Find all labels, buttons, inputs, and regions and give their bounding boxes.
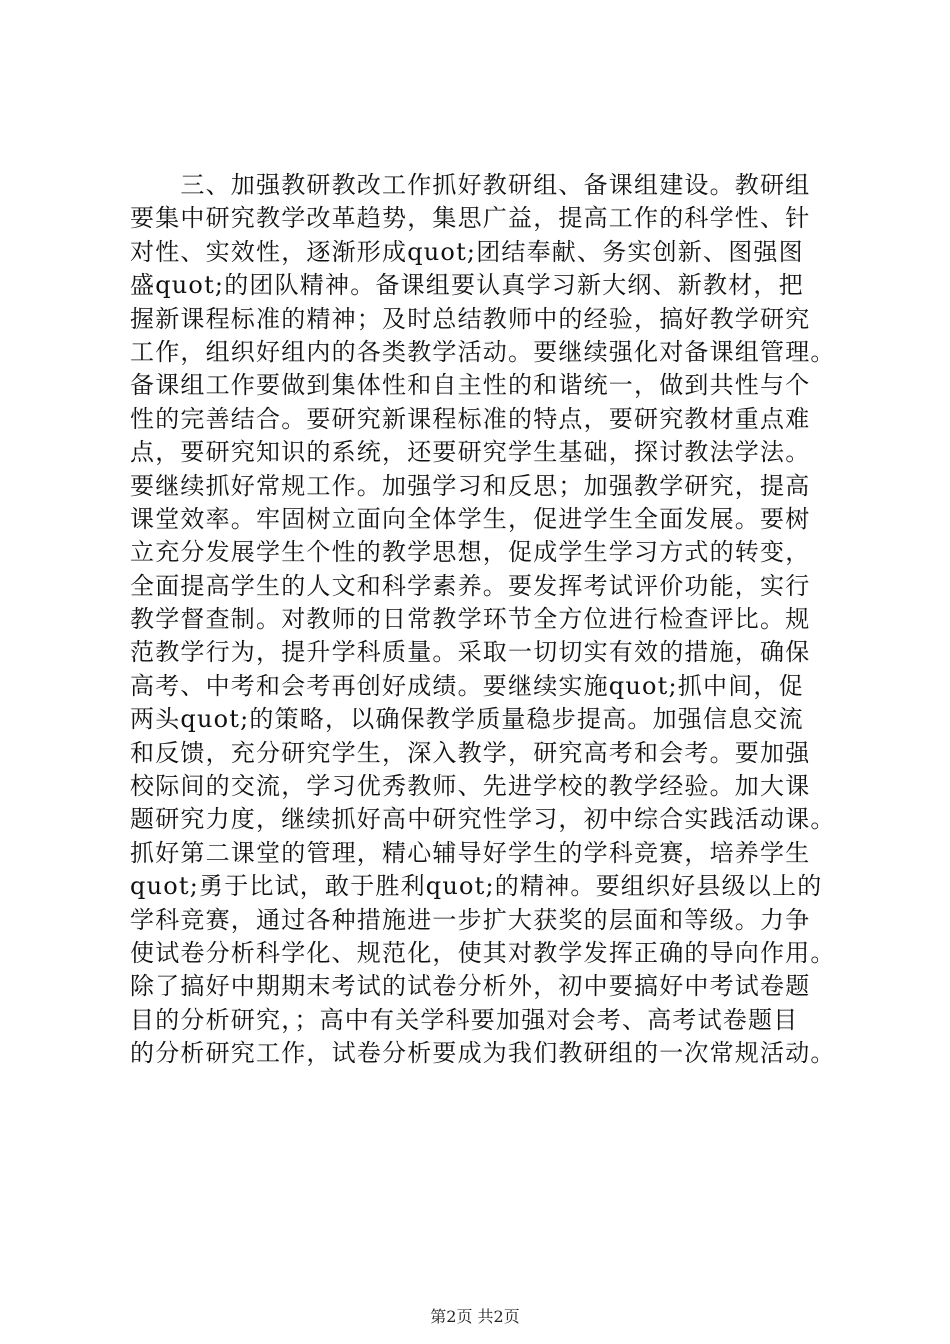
text-line: 校际间的交流，学习优秀教师、先进学校的教学经验。加大课	[130, 772, 811, 801]
text-line: quot;勇于比试，敢于胜利quot;的精神。要组织好县级以上的	[130, 872, 823, 901]
text-line: 范教学行为，提升学科质量。采取一切切实有效的措施，确保	[130, 638, 811, 667]
text-line: 工作，组织好组内的各类教学活动。要继续强化对备课组管理。	[130, 337, 836, 366]
text-line: 备课组工作要做到集体性和自主性的和谐统一，做到共性与个	[130, 371, 811, 400]
text-line: 课堂效率。牢固树立面向全体学生，促进学生全面发展。要树	[130, 504, 811, 533]
page-number-label: 第2页 共2页	[430, 1307, 520, 1326]
page-footer	[0, 1306, 950, 1328]
text-line: 点，要研究知识的系统，还要研究学生基础，探讨教法学法。	[130, 438, 811, 467]
text-line: 立充分发展学生个性的教学思想，促成学生学习方式的转变，	[130, 538, 811, 567]
text-line: 三、加强教研教改工作抓好教研组、备课组建设。教研组	[130, 171, 811, 199]
text-line: 握新课程标准的精神；及时总结教师中的经验，搞好教学研究	[130, 304, 811, 333]
text-line: 性的完善结合。要研究新课程标准的特点，要研究教材重点难	[130, 404, 811, 433]
text-line: 两头quot;的策略，以确保教学质量稳步提高。加强信息交流	[130, 705, 804, 734]
text-line: 高考、中考和会考再创好成绩。要继续实施quot;抓中间，促	[130, 671, 804, 700]
text-line: 学科竞赛，通过各种措施进一步扩大获奖的层面和等级。力争	[130, 905, 811, 934]
text-line: 要继续抓好常规工作。加强学习和反思；加强教学研究，提高	[130, 471, 811, 500]
body-paragraph	[130, 169, 836, 1071]
text-line: 全面提高学生的人文和科学素养。要发挥考试评价功能，实行	[130, 571, 811, 600]
text-line: 要集中研究教学改革趋势，集思广益，提高工作的科学性、针	[130, 204, 811, 233]
text-line: 盛quot;的团队精神。备课组要认真学习新大纲、新教材，把	[130, 271, 804, 300]
text-line: 题研究力度，继续抓好高中研究性学习，初中综合实践活动课。	[130, 805, 836, 834]
text-line: 的分析研究工作，试卷分析要成为我们教研组的一次常规活动。	[130, 1039, 836, 1068]
text-line: 教学督查制。对教师的日常教学环节全方位进行检查评比。规	[130, 605, 811, 634]
text-line: 和反馈，充分研究学生，深入教学，研究高考和会考。要加强	[130, 738, 811, 767]
text-line: 使试卷分析科学化、规范化，使其对教学发挥正确的导向作用。	[130, 938, 836, 967]
text-line: 抓好第二课堂的管理，精心辅导好学生的学科竞赛，培养学生	[130, 838, 811, 867]
text-line: 除了搞好中期期末考试的试卷分析外，初中要搞好中考试卷题	[130, 972, 811, 1001]
text-line: 对性、实效性，逐渐形成quot;团结奉献、务实创新、图强图	[130, 237, 804, 266]
text-line: 目的分析研究，；高中有关学科要加强对会考、高考试卷题目	[130, 1005, 799, 1034]
